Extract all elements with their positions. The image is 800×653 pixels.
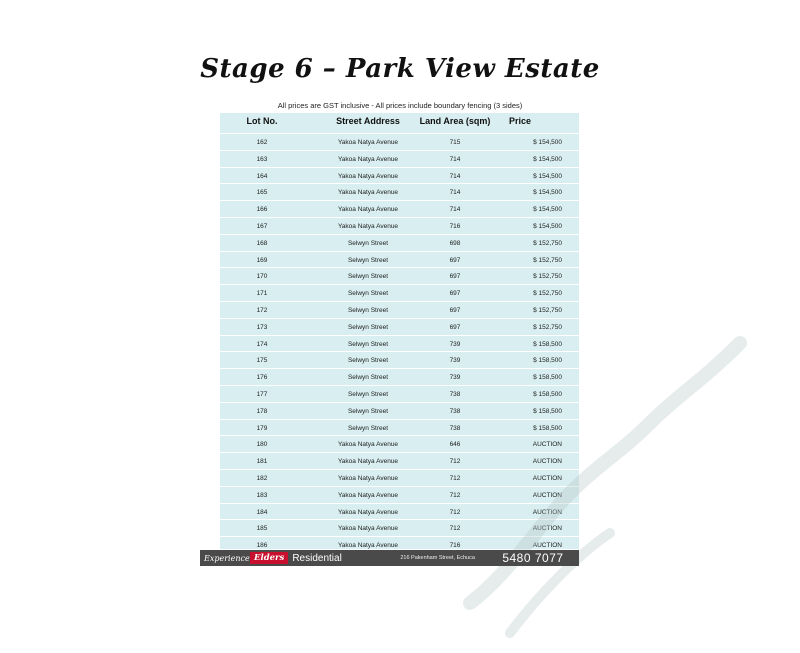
- price: AUCTION: [532, 508, 562, 516]
- price: $ 152,750: [533, 239, 562, 247]
- street-address: Selwyn Street: [347, 407, 389, 415]
- table-row: [220, 402, 579, 420]
- table-row: [220, 385, 579, 403]
- land-area: 698: [449, 239, 461, 247]
- land-area: 646: [449, 441, 461, 449]
- price: AUCTION: [532, 475, 562, 482]
- street-address: Selwyn Street: [347, 307, 389, 314]
- street-address: Yakoa Natya Avenue: [337, 491, 399, 499]
- lot-number: 166: [256, 206, 268, 214]
- table-row: [220, 335, 579, 353]
- table-row: [220, 217, 579, 235]
- land-area: 712: [449, 458, 461, 466]
- table-row: [220, 469, 579, 487]
- footer-tagline: Experience: [204, 553, 250, 563]
- street-address: Selwyn Street: [347, 256, 389, 264]
- land-area: 738: [449, 407, 461, 415]
- price: $ 152,750: [533, 307, 562, 314]
- lot-number: 183: [256, 491, 268, 499]
- price: $ 158,500: [533, 374, 562, 382]
- land-area: 716: [449, 542, 461, 550]
- street-address: Yakoa Natya Avenue: [337, 155, 399, 163]
- land-area: 697: [449, 273, 461, 281]
- lot-number: 170: [256, 273, 268, 281]
- price: $ 154,500: [533, 189, 562, 197]
- price: $ 152,750: [533, 323, 562, 331]
- table-row: [220, 318, 579, 336]
- lot-number: 165: [256, 189, 268, 197]
- table-row: [220, 200, 579, 218]
- lot-number: 177: [256, 391, 268, 398]
- price: $ 158,500: [533, 357, 562, 365]
- table-row: [220, 301, 579, 319]
- table-row: [220, 368, 579, 386]
- land-area: 714: [449, 155, 461, 163]
- land-area: 715: [449, 139, 461, 146]
- street-address: Yakoa Natya Avenue: [337, 441, 399, 449]
- price: $ 152,750: [533, 256, 562, 264]
- street-address: Selwyn Street: [347, 239, 389, 247]
- land-area: 738: [449, 391, 461, 398]
- footer-bar: [200, 550, 579, 566]
- lot-number: 184: [256, 508, 268, 516]
- footer-phone: 5480 7077: [502, 551, 564, 565]
- lot-number: 169: [256, 256, 268, 264]
- price: $ 158,500: [533, 340, 562, 348]
- lot-number: 186: [256, 542, 268, 550]
- lot-number: 182: [256, 475, 268, 482]
- land-area: 712: [449, 475, 461, 482]
- land-area: 714: [449, 189, 461, 197]
- table-row: [220, 234, 579, 252]
- table-row: [220, 503, 579, 521]
- price: $ 152,750: [533, 290, 562, 298]
- street-address: Selwyn Street: [347, 357, 389, 365]
- land-area: 712: [449, 508, 461, 516]
- table-header-row: [220, 113, 579, 129]
- street-address: Yakoa Natya Avenue: [337, 139, 399, 146]
- lot-number: 163: [256, 155, 268, 163]
- footer-division: Residential: [292, 552, 342, 564]
- land-area: 738: [449, 424, 461, 432]
- price: $ 158,500: [533, 391, 562, 398]
- lot-number: 174: [256, 340, 268, 348]
- lot-number: 171: [256, 290, 268, 298]
- street-address: Selwyn Street: [347, 323, 389, 331]
- elders-logo: Elders: [250, 552, 288, 564]
- lot-number: 181: [256, 458, 268, 466]
- lot-number: 185: [256, 525, 268, 533]
- land-area: 697: [449, 307, 461, 314]
- price: AUCTION: [532, 458, 562, 466]
- price: $ 154,500: [533, 206, 562, 214]
- table-row: [220, 150, 579, 168]
- table-row: [220, 133, 579, 151]
- price-note: All prices are GST inclusive - All prices include boundary fencing (3 sides): [277, 101, 523, 110]
- footer-address: 216 Pakenham Street, Echuca: [400, 555, 475, 561]
- price: $ 154,500: [533, 172, 562, 180]
- page-title: Stage 6 – Park View Estate: [200, 54, 600, 84]
- table-row: [220, 419, 579, 437]
- lot-number: 179: [256, 424, 268, 432]
- table-row: [220, 284, 579, 302]
- price: AUCTION: [532, 491, 562, 499]
- table-row: [220, 251, 579, 269]
- land-area: 714: [449, 172, 461, 180]
- lot-number: 176: [256, 374, 268, 382]
- price: $ 154,500: [533, 139, 562, 146]
- price: AUCTION: [532, 525, 562, 533]
- street-address: Yakoa Natya Avenue: [337, 525, 399, 533]
- table-row: [220, 452, 579, 470]
- lot-number: 168: [256, 239, 268, 247]
- land-area: 739: [449, 340, 461, 348]
- street-address: Selwyn Street: [347, 340, 389, 348]
- street-address: Yakoa Natya Avenue: [337, 542, 399, 550]
- lot-number: 175: [256, 357, 268, 365]
- lot-number: 164: [256, 172, 268, 180]
- land-area: 716: [449, 223, 461, 230]
- land-area: 712: [449, 491, 461, 499]
- table-row: [220, 167, 579, 185]
- price: $ 154,500: [533, 223, 562, 230]
- land-area: 697: [449, 256, 461, 264]
- table-row: [220, 435, 579, 453]
- street-address: Yakoa Natya Avenue: [337, 458, 399, 466]
- header-land-area: Land Area (sqm): [419, 116, 491, 126]
- lot-number: 180: [256, 441, 268, 449]
- land-area: 712: [449, 525, 461, 533]
- street-address: Yakoa Natya Avenue: [337, 223, 399, 230]
- land-area: 697: [449, 323, 461, 331]
- street-address: Yakoa Natya Avenue: [337, 206, 399, 214]
- land-area: 697: [449, 290, 461, 298]
- table-row: [220, 267, 579, 285]
- price: $ 152,750: [533, 273, 562, 281]
- lot-number: 173: [256, 323, 268, 331]
- table-row: [220, 351, 579, 369]
- header-street-address: Street Address: [336, 116, 400, 126]
- price: AUCTION: [532, 441, 562, 449]
- street-address: Yakoa Natya Avenue: [337, 189, 399, 197]
- lot-number: 162: [256, 139, 268, 146]
- street-address: Selwyn Street: [347, 290, 389, 298]
- table-row: [220, 519, 579, 537]
- header-lot-no: Lot No.: [246, 116, 278, 126]
- lot-number: 178: [256, 407, 268, 415]
- street-address: Yakoa Natya Avenue: [337, 172, 399, 180]
- street-address: Yakoa Natya Avenue: [337, 508, 399, 516]
- street-address: Selwyn Street: [347, 424, 389, 432]
- header-price: Price: [508, 116, 532, 126]
- street-address: Selwyn Street: [347, 374, 389, 382]
- street-address: Selwyn Street: [347, 391, 389, 398]
- table-row: [220, 486, 579, 504]
- street-address: Selwyn Street: [347, 273, 389, 281]
- lot-number: 172: [256, 307, 268, 314]
- price: $ 158,500: [533, 424, 562, 432]
- price: $ 154,500: [533, 155, 562, 163]
- land-area: 714: [449, 206, 461, 214]
- land-area: 739: [449, 357, 461, 365]
- price: $ 158,500: [533, 407, 562, 415]
- lot-number: 167: [256, 223, 268, 230]
- table-row: [220, 183, 579, 201]
- land-area: 739: [449, 374, 461, 382]
- price: AUCTION: [532, 542, 562, 550]
- price-list-table: [220, 113, 579, 549]
- street-address: Yakoa Natya Avenue: [337, 475, 399, 482]
